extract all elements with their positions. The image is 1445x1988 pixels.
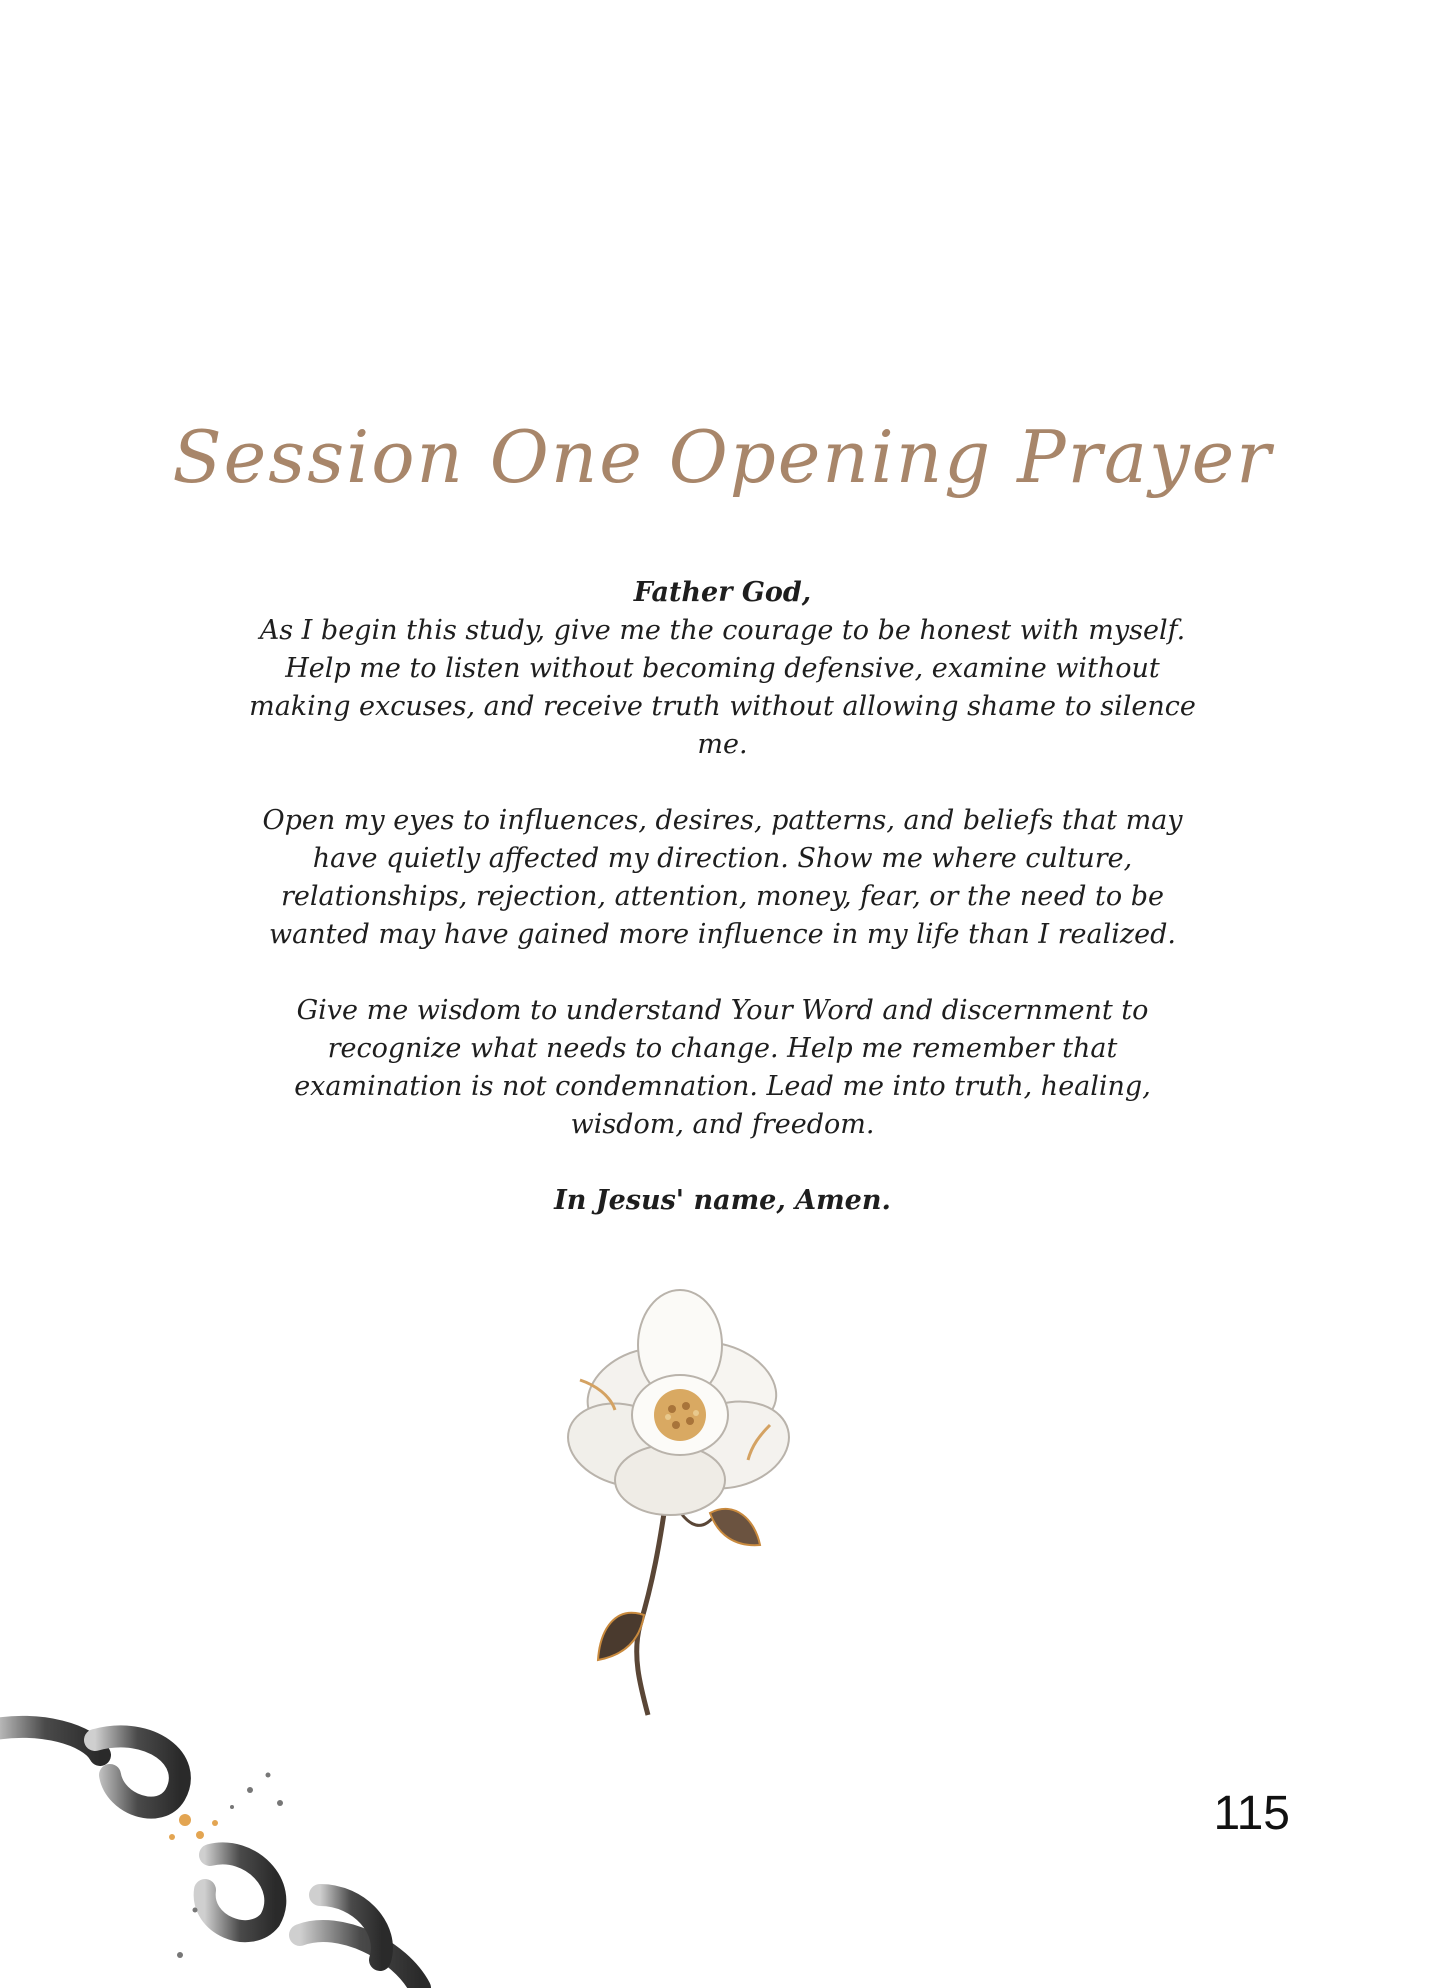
prayer-paragraph-2: Open my eyes to influences, desires, patterns, and beliefs that may have quietly affected my direction. Show me where culture, relationships, rejection, attention, money, fear, or the need to be wanted may have gained more influence in my life than I realized. (262, 805, 1183, 950)
page-number: 115 (1213, 1787, 1290, 1840)
broken-chain-icon (0, 1695, 560, 1988)
prayer-paragraph-3: Give me wisdom to understand Your Word and discernment to recognize what needs to change. Help me remember that examination is not condemnation. Lead me into truth, healing, wisdom, and freedom. (294, 995, 1151, 1140)
white-flower-icon (520, 1285, 820, 1725)
prayer-salutation: Father God, (633, 577, 812, 608)
prayer-paragraph-1: As I begin this study, give me the courage to be honest with myself. Help me to listen without becoming defensive, examine without making excuses, and receive truth without allowing shame to silence me. (249, 615, 1196, 760)
prayer-closing: In Jesus' name, Amen. (554, 1185, 891, 1216)
page-title: Session One Opening Prayer (172, 415, 1273, 499)
prayer-text (240, 574, 1205, 1220)
